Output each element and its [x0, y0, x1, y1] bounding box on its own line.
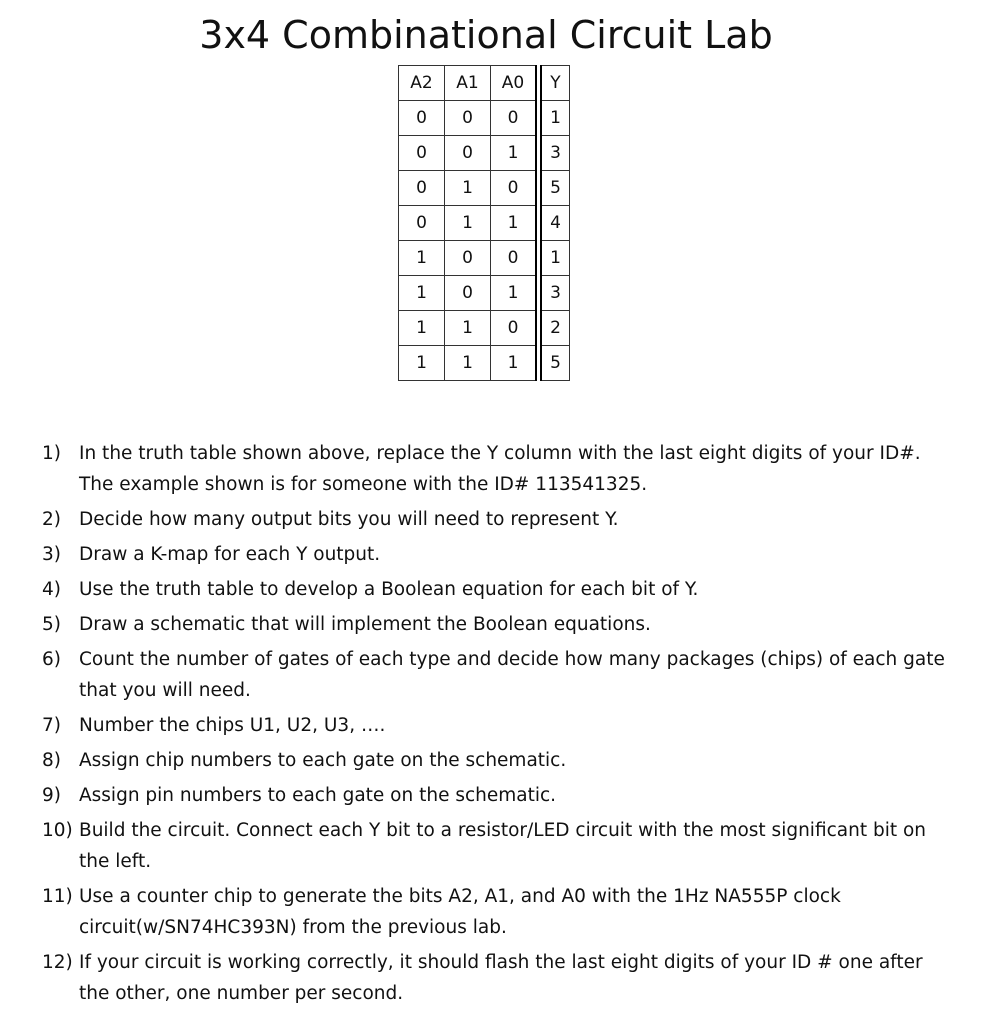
table-row: [399, 101, 570, 136]
cell-y: 1: [539, 241, 570, 276]
cell-a2: 0: [399, 136, 445, 171]
cell-a1: 1: [445, 311, 491, 346]
item-number: 12): [42, 952, 73, 973]
cell-a1: 0: [445, 241, 491, 276]
list-item: [42, 745, 962, 776]
cell-a0: 0: [491, 241, 539, 276]
cell-a1: 0: [445, 101, 491, 136]
item-number: 1): [42, 443, 61, 464]
item-text: If your circuit is working correctly, it should flash the last eight digits of your ID # one after the other, one number per second.: [79, 952, 923, 1004]
item-number: 7): [42, 715, 61, 736]
item-number: 4): [42, 579, 61, 600]
item-text: Draw a K-map for each Y output.: [79, 544, 381, 565]
cell-a2: 1: [399, 311, 445, 346]
table-row: [399, 346, 570, 381]
list-item: [42, 780, 962, 811]
cell-y: 1: [539, 101, 570, 136]
list-item: [42, 881, 962, 943]
item-text: Decide how many output bits you will need to represent Y.: [79, 509, 619, 530]
list-item: [42, 438, 962, 500]
item-text: Assign pin numbers to each gate on the schematic.: [79, 785, 557, 806]
cell-a0: 0: [491, 171, 539, 206]
cell-y: 5: [539, 171, 570, 206]
item-number: 8): [42, 750, 61, 771]
item-text: Build the circuit. Connect each Y bit to a resistor/LED circuit with the most significant bit on the left.: [79, 820, 927, 872]
item-text: Use a counter chip to generate the bits A2, A1, and A0 with the 1Hz NA555P clock circuit(w/SN74HC393N) from the previous lab.: [79, 886, 841, 938]
list-item: [42, 504, 962, 535]
list-item: [42, 574, 962, 605]
item-text: Count the number of gates of each type and decide how many packages (chips) of each gate that you will need.: [79, 649, 945, 701]
item-text: Use the truth table to develop a Boolean equation for each bit of Y.: [79, 579, 699, 600]
cell-a2: 1: [399, 276, 445, 311]
cell-a2: 1: [399, 241, 445, 276]
table-row: [399, 206, 570, 241]
cell-a1: 0: [445, 276, 491, 311]
cell-a0: 1: [491, 206, 539, 241]
cell-a0: 0: [491, 101, 539, 136]
cell-y: 2: [539, 311, 570, 346]
item-number: 2): [42, 509, 61, 530]
list-item: [42, 609, 962, 640]
table-row: [399, 311, 570, 346]
item-number: 3): [42, 544, 61, 565]
item-text: In the truth table shown above, replace the Y column with the last eight digits of your ID#. The example shown is for someone with the ID# 113541325.: [79, 443, 921, 495]
instruction-list: [42, 438, 962, 1013]
table-row: [399, 171, 570, 206]
list-item: [42, 539, 962, 570]
item-text: Draw a schematic that will implement the Boolean equations.: [79, 614, 651, 635]
cell-a2: 0: [399, 171, 445, 206]
truth-table-header-row: [399, 66, 570, 101]
table-row: [399, 136, 570, 171]
cell-a0: 0: [491, 311, 539, 346]
page-title: 3x4 Combinational Circuit Lab: [199, 13, 773, 57]
header-a2: A2: [399, 66, 445, 101]
cell-a1: 1: [445, 346, 491, 381]
item-number: 6): [42, 649, 61, 670]
table-row: [399, 276, 570, 311]
item-text: Assign chip numbers to each gate on the schematic.: [79, 750, 567, 771]
cell-a1: 1: [445, 171, 491, 206]
cell-y: 4: [539, 206, 570, 241]
truth-table: [398, 65, 570, 381]
item-number: 10): [42, 820, 73, 841]
list-item: [42, 644, 962, 706]
cell-y: 5: [539, 346, 570, 381]
cell-a0: 1: [491, 136, 539, 171]
item-number: 9): [42, 785, 61, 806]
cell-a2: 0: [399, 101, 445, 136]
cell-a1: 1: [445, 206, 491, 241]
list-item: [42, 947, 962, 1009]
table-row: [399, 241, 570, 276]
list-item: [42, 710, 962, 741]
item-number: 5): [42, 614, 61, 635]
header-y: Y: [539, 66, 570, 101]
list-item: [42, 815, 962, 877]
cell-y: 3: [539, 276, 570, 311]
header-a0: A0: [491, 66, 539, 101]
cell-a2: 1: [399, 346, 445, 381]
cell-a0: 1: [491, 276, 539, 311]
header-a1: A1: [445, 66, 491, 101]
item-number: 11): [42, 886, 73, 907]
cell-a0: 1: [491, 346, 539, 381]
cell-y: 3: [539, 136, 570, 171]
item-text: Number the chips U1, U2, U3, ….: [79, 715, 386, 736]
cell-a1: 0: [445, 136, 491, 171]
cell-a2: 0: [399, 206, 445, 241]
